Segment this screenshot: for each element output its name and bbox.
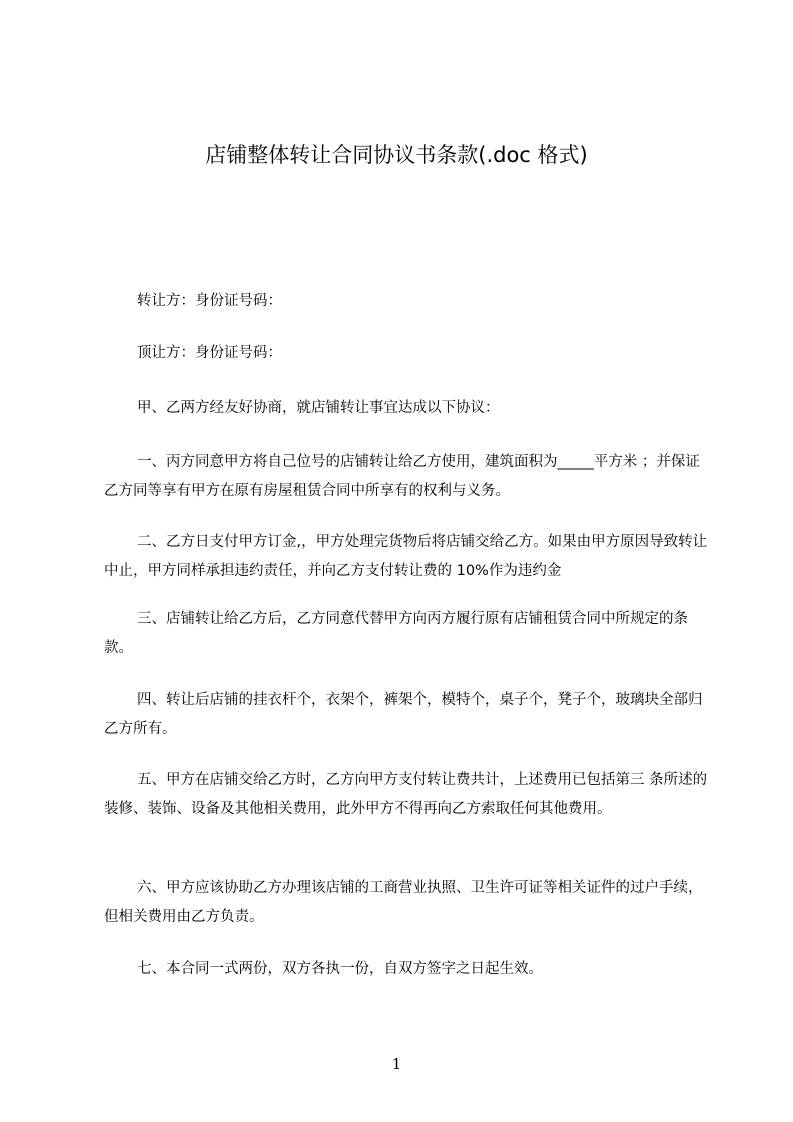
paragraph-transferee: 顶让方：身份证号码： [137,345,282,361]
clause-3: 三、店铺转让给乙方后，乙方同意代替甲方向丙方履行原有店铺租赁合同中所规定的条款。 [104,611,688,656]
paragraph-preamble: 甲、乙两方经友好协商，就店铺转让事宜达成以下协议： [137,400,500,416]
clause-2: 二、乙方日支付甲方订金,，甲方处理完货物后将店铺交给乙方。如果由甲方原因导致转让中止，甲方同样承担违约责任，并向乙方支付转让费的 10%作为违约金 [104,534,708,579]
paragraph-transferor: 转让方：身份证号码： [137,293,282,309]
document-title: 店铺整体转让合同协议书条款(.doc 格式) [205,143,588,167]
clause-6: 六、甲方应该协助乙方办理该店铺的工商营业执照、卫生许可证等相关证件的过户手续，但相关费用由乙方负责。 [104,880,703,925]
page-number: 1 [391,1055,402,1073]
clause-1: 一、丙方同意甲方将自己位号的店铺转让给乙方使用，建筑面积为_____平方米 ；并保证乙方同等享有甲方在原有房屋租赁合同中所享有的权利与义务。 [104,454,700,499]
clause-4: 四、转让后店铺的挂衣杆个，衣架个，裤架个，模特个，桌子个，凳子个，玻璃块全部归乙方所有。 [104,692,703,737]
clause-7: 七、本合同一式两份，双方各执一份，自双方签字之日起生效。 [137,961,543,977]
clause-5: 五、甲方在店铺交给乙方时，乙方向甲方支付转让费共计，上述费用已包括第三 条所述的装修、装饰、设备及其他相关费用，此外甲方不得再向乙方索取任何其他费用。 [104,772,708,817]
